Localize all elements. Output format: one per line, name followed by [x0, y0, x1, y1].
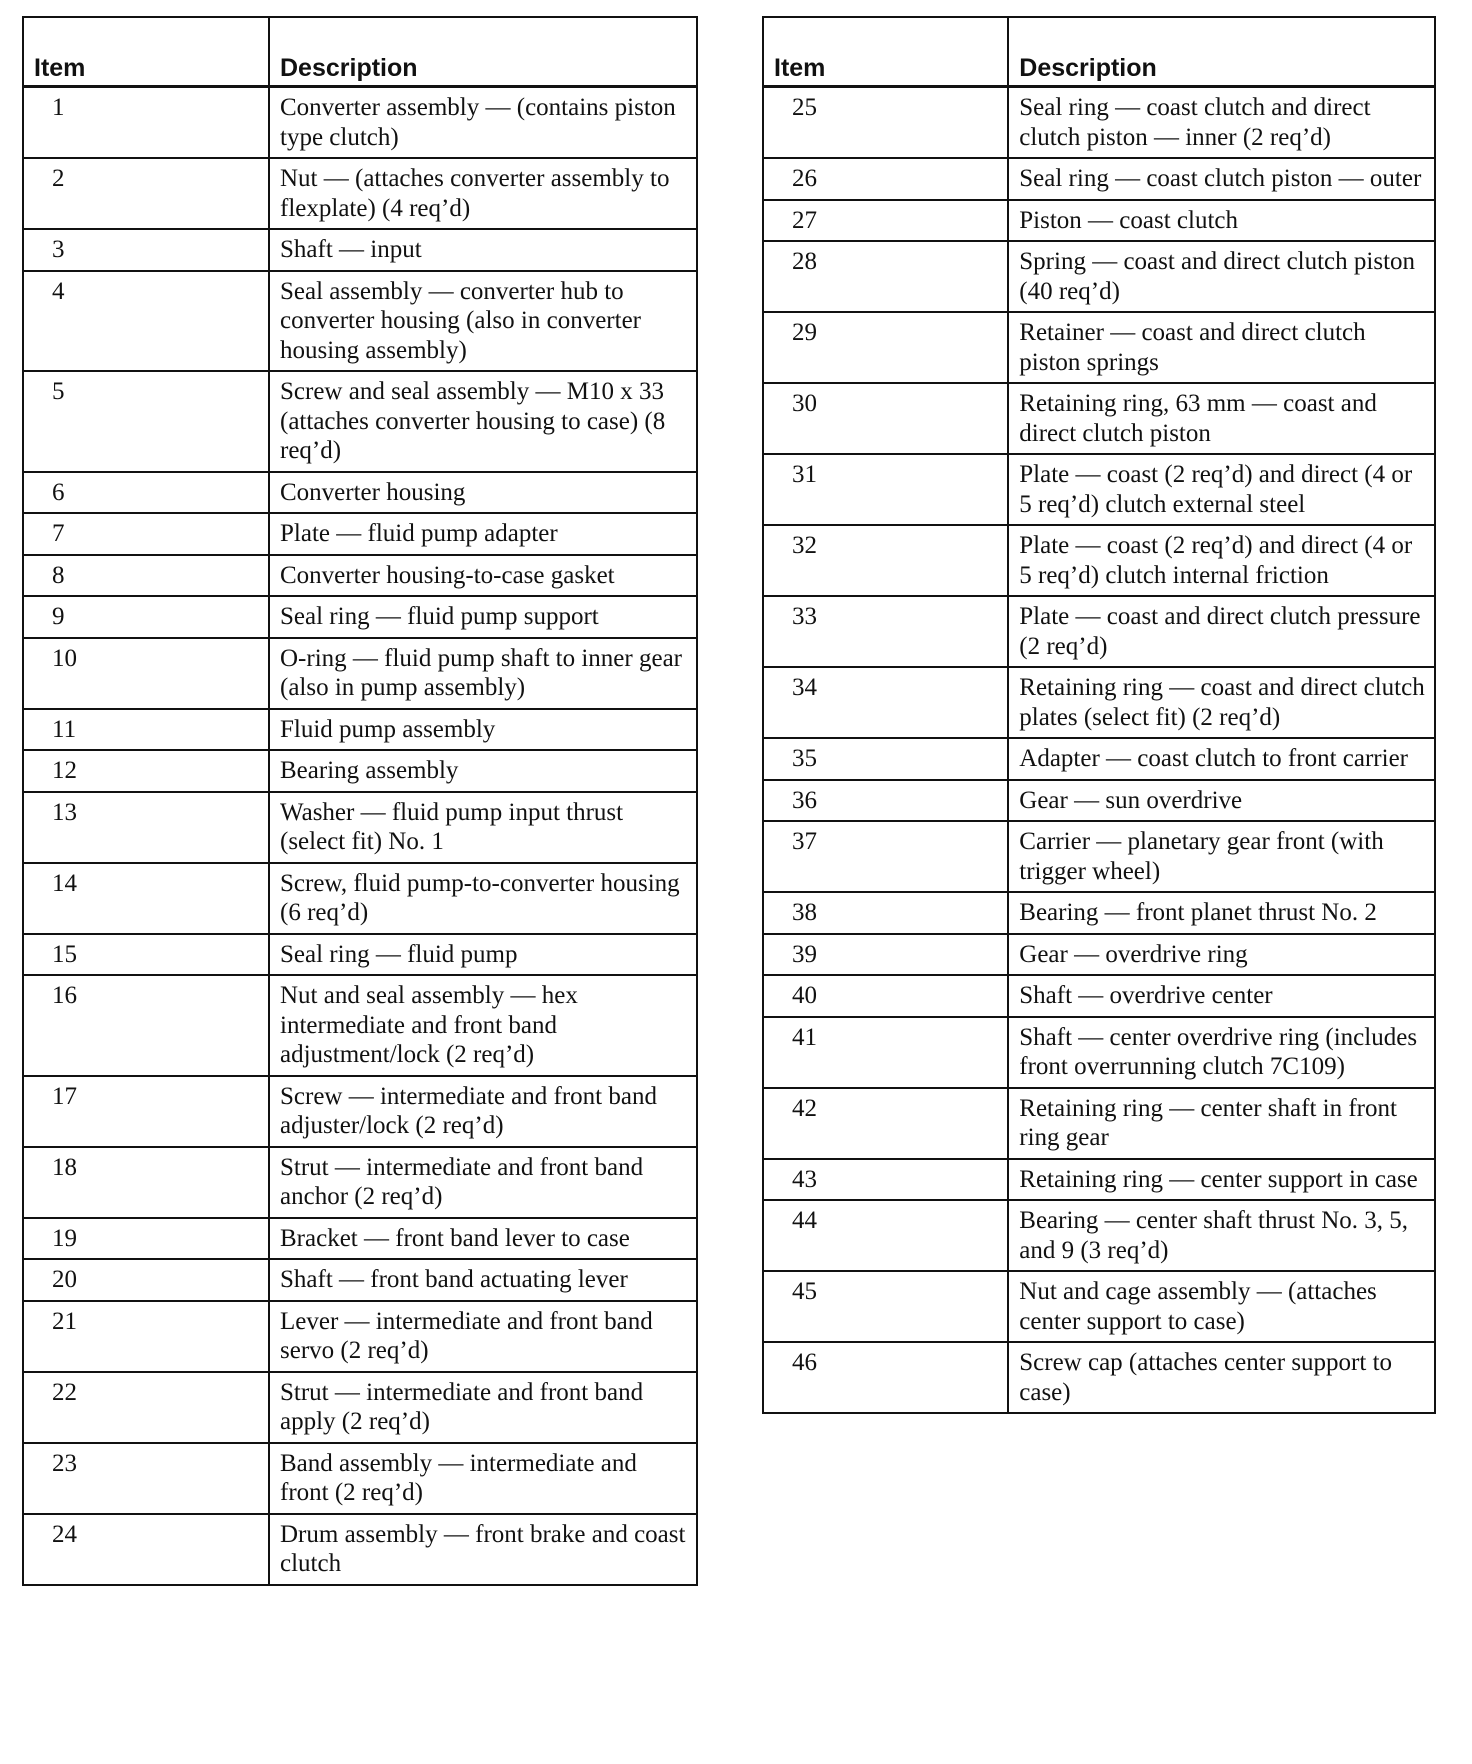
- table-row: [763, 1342, 1435, 1413]
- description-cell: Screw cap (attaches center support to case): [1008, 1342, 1435, 1413]
- table-header-row: [23, 17, 697, 87]
- item-number-cell: 29: [763, 312, 1008, 383]
- description-cell: Plate — coast (2 req’d) and direct (4 or 5 req’d) clutch internal friction: [1008, 525, 1435, 596]
- description-cell: Plate — coast and direct clutch pressure (2 req’d): [1008, 596, 1435, 667]
- description-cell: Strut — intermediate and front band anchor (2 req’d): [269, 1147, 697, 1218]
- description-cell: Plate — coast (2 req’d) and direct (4 or 5 req’d) clutch external steel: [1008, 454, 1435, 525]
- item-number-cell: 28: [763, 241, 1008, 312]
- table-row: [23, 472, 697, 514]
- table-row: [763, 934, 1435, 976]
- description-cell: Gear — overdrive ring: [1008, 934, 1435, 976]
- description-cell: Bearing — front planet thrust No. 2: [1008, 892, 1435, 934]
- item-number-cell: 26: [763, 158, 1008, 200]
- description-cell: Drum assembly — front brake and coast clutch: [269, 1514, 697, 1585]
- description-cell: Seal ring — fluid pump support: [269, 596, 697, 638]
- description-cell: Screw and seal assembly — M10 x 33 (attaches converter housing to case) (8 req’d): [269, 371, 697, 472]
- table-row: [23, 975, 697, 1076]
- item-number-cell: 21: [23, 1301, 269, 1372]
- description-cell: Bearing — center shaft thrust No. 3, 5, and 9 (3 req’d): [1008, 1200, 1435, 1271]
- description-cell: Retaining ring, 63 mm — coast and direct clutch piston: [1008, 383, 1435, 454]
- table-row: [23, 1259, 697, 1301]
- description-cell: Seal ring — fluid pump: [269, 934, 697, 976]
- item-number-cell: 40: [763, 975, 1008, 1017]
- table-row: [23, 934, 697, 976]
- parts-table-left: [22, 16, 698, 1586]
- item-number-cell: 6: [23, 472, 269, 514]
- description-cell: Nut and cage assembly — (attaches center support to case): [1008, 1271, 1435, 1342]
- description-cell: Nut and seal assembly — hex intermediate and front band adjustment/lock (2 req’d): [269, 975, 697, 1076]
- description-cell: Fluid pump assembly: [269, 709, 697, 751]
- item-number-cell: 41: [763, 1017, 1008, 1088]
- item-number-cell: 22: [23, 1372, 269, 1443]
- item-number-cell: 5: [23, 371, 269, 472]
- item-number-cell: 39: [763, 934, 1008, 976]
- item-column-header: Item: [763, 17, 1008, 87]
- description-cell: Screw — intermediate and front band adjuster/lock (2 req’d): [269, 1076, 697, 1147]
- table-row: [23, 271, 697, 372]
- description-cell: Washer — fluid pump input thrust (select fit) No. 1: [269, 792, 697, 863]
- description-cell: Carrier — planetary gear front (with trigger wheel): [1008, 821, 1435, 892]
- description-cell: Nut — (attaches converter assembly to flexplate) (4 req’d): [269, 158, 697, 229]
- item-number-cell: 27: [763, 200, 1008, 242]
- description-cell: Plate — fluid pump adapter: [269, 513, 697, 555]
- description-cell: Bracket — front band lever to case: [269, 1218, 697, 1260]
- description-cell: Retaining ring — center support in case: [1008, 1159, 1435, 1201]
- item-number-cell: 17: [23, 1076, 269, 1147]
- description-cell: Converter housing: [269, 472, 697, 514]
- item-number-cell: 42: [763, 1088, 1008, 1159]
- description-cell: Shaft — center overdrive ring (includes front overrunning clutch 7C109): [1008, 1017, 1435, 1088]
- description-cell: Seal ring — coast clutch piston — outer: [1008, 158, 1435, 200]
- description-cell: Retaining ring — center shaft in front ring gear: [1008, 1088, 1435, 1159]
- item-number-cell: 35: [763, 738, 1008, 780]
- description-cell: Shaft — overdrive center: [1008, 975, 1435, 1017]
- table-row: [23, 750, 697, 792]
- item-number-cell: 44: [763, 1200, 1008, 1271]
- item-number-cell: 11: [23, 709, 269, 751]
- item-number-cell: 18: [23, 1147, 269, 1218]
- table-row: [23, 87, 697, 159]
- description-cell: Shaft — input: [269, 229, 697, 271]
- description-cell: Converter housing-to-case gasket: [269, 555, 697, 597]
- table-row: [23, 709, 697, 751]
- item-number-cell: 7: [23, 513, 269, 555]
- parts-table-right-body: [763, 87, 1435, 1414]
- item-number-cell: 31: [763, 454, 1008, 525]
- description-cell: Seal ring — coast clutch and direct clutch piston — inner (2 req’d): [1008, 87, 1435, 159]
- table-row: [763, 1159, 1435, 1201]
- table-row: [763, 525, 1435, 596]
- description-cell: Piston — coast clutch: [1008, 200, 1435, 242]
- item-number-cell: 2: [23, 158, 269, 229]
- item-number-cell: 15: [23, 934, 269, 976]
- table-row: [23, 1372, 697, 1443]
- table-row: [763, 892, 1435, 934]
- table-row: [763, 596, 1435, 667]
- item-number-cell: 16: [23, 975, 269, 1076]
- item-number-cell: 1: [23, 87, 269, 159]
- table-row: [763, 1200, 1435, 1271]
- item-number-cell: 4: [23, 271, 269, 372]
- description-cell: Shaft — front band actuating lever: [269, 1259, 697, 1301]
- item-number-cell: 30: [763, 383, 1008, 454]
- item-number-cell: 38: [763, 892, 1008, 934]
- item-number-cell: 14: [23, 863, 269, 934]
- table-row: [23, 1076, 697, 1147]
- table-row: [763, 821, 1435, 892]
- description-cell: Gear — sun overdrive: [1008, 780, 1435, 822]
- item-number-cell: 12: [23, 750, 269, 792]
- table-row: [763, 975, 1435, 1017]
- description-cell: Bearing assembly: [269, 750, 697, 792]
- description-column-header: Description: [1008, 17, 1435, 87]
- item-number-cell: 9: [23, 596, 269, 638]
- table-row: [23, 1147, 697, 1218]
- description-cell: Spring — coast and direct clutch piston (40 req’d): [1008, 241, 1435, 312]
- item-number-cell: 45: [763, 1271, 1008, 1342]
- table-row: [23, 1443, 697, 1514]
- table-row: [23, 371, 697, 472]
- item-number-cell: 32: [763, 525, 1008, 596]
- parts-table-left-body: [23, 87, 697, 1585]
- item-number-cell: 43: [763, 1159, 1008, 1201]
- table-row: [763, 200, 1435, 242]
- table-row: [23, 792, 697, 863]
- description-cell: Screw, fluid pump-to-converter housing (6 req’d): [269, 863, 697, 934]
- item-number-cell: 46: [763, 1342, 1008, 1413]
- table-row: [23, 1218, 697, 1260]
- table-row: [763, 738, 1435, 780]
- item-number-cell: 37: [763, 821, 1008, 892]
- item-number-cell: 19: [23, 1218, 269, 1260]
- table-row: [763, 780, 1435, 822]
- description-cell: Lever — intermediate and front band servo (2 req’d): [269, 1301, 697, 1372]
- item-number-cell: 25: [763, 87, 1008, 159]
- item-number-cell: 8: [23, 555, 269, 597]
- description-cell: Strut — intermediate and front band apply (2 req’d): [269, 1372, 697, 1443]
- item-number-cell: 13: [23, 792, 269, 863]
- table-row: [763, 158, 1435, 200]
- table-row: [763, 87, 1435, 159]
- description-cell: Retaining ring — coast and direct clutch plates (select fit) (2 req’d): [1008, 667, 1435, 738]
- table-row: [23, 513, 697, 555]
- description-column-header: Description: [269, 17, 697, 87]
- item-number-cell: 33: [763, 596, 1008, 667]
- item-number-cell: 10: [23, 638, 269, 709]
- item-number-cell: 36: [763, 780, 1008, 822]
- description-cell: Adapter — coast clutch to front carrier: [1008, 738, 1435, 780]
- parts-table-right: [762, 16, 1436, 1414]
- item-number-cell: 34: [763, 667, 1008, 738]
- table-row: [23, 1301, 697, 1372]
- description-cell: O-ring — fluid pump shaft to inner gear (also in pump assembly): [269, 638, 697, 709]
- item-number-cell: 24: [23, 1514, 269, 1585]
- description-cell: Retainer — coast and direct clutch piston springs: [1008, 312, 1435, 383]
- table-row: [763, 312, 1435, 383]
- table-row: [23, 555, 697, 597]
- table-row: [23, 596, 697, 638]
- table-row: [763, 667, 1435, 738]
- table-row: [23, 229, 697, 271]
- description-cell: Band assembly — intermediate and front (2 req’d): [269, 1443, 697, 1514]
- table-row: [23, 158, 697, 229]
- item-number-cell: 3: [23, 229, 269, 271]
- table-row: [763, 1088, 1435, 1159]
- table-row: [23, 863, 697, 934]
- table-row: [23, 1514, 697, 1585]
- item-number-cell: 20: [23, 1259, 269, 1301]
- table-header-row: [763, 17, 1435, 87]
- description-cell: Converter assembly — (contains piston type clutch): [269, 87, 697, 159]
- table-row: [763, 1271, 1435, 1342]
- table-row: [763, 454, 1435, 525]
- table-row: [763, 1017, 1435, 1088]
- item-number-cell: 23: [23, 1443, 269, 1514]
- table-row: [23, 638, 697, 709]
- description-cell: Seal assembly — converter hub to converter housing (also in converter housing assembly): [269, 271, 697, 372]
- table-row: [763, 383, 1435, 454]
- table-row: [763, 241, 1435, 312]
- item-column-header: Item: [23, 17, 269, 87]
